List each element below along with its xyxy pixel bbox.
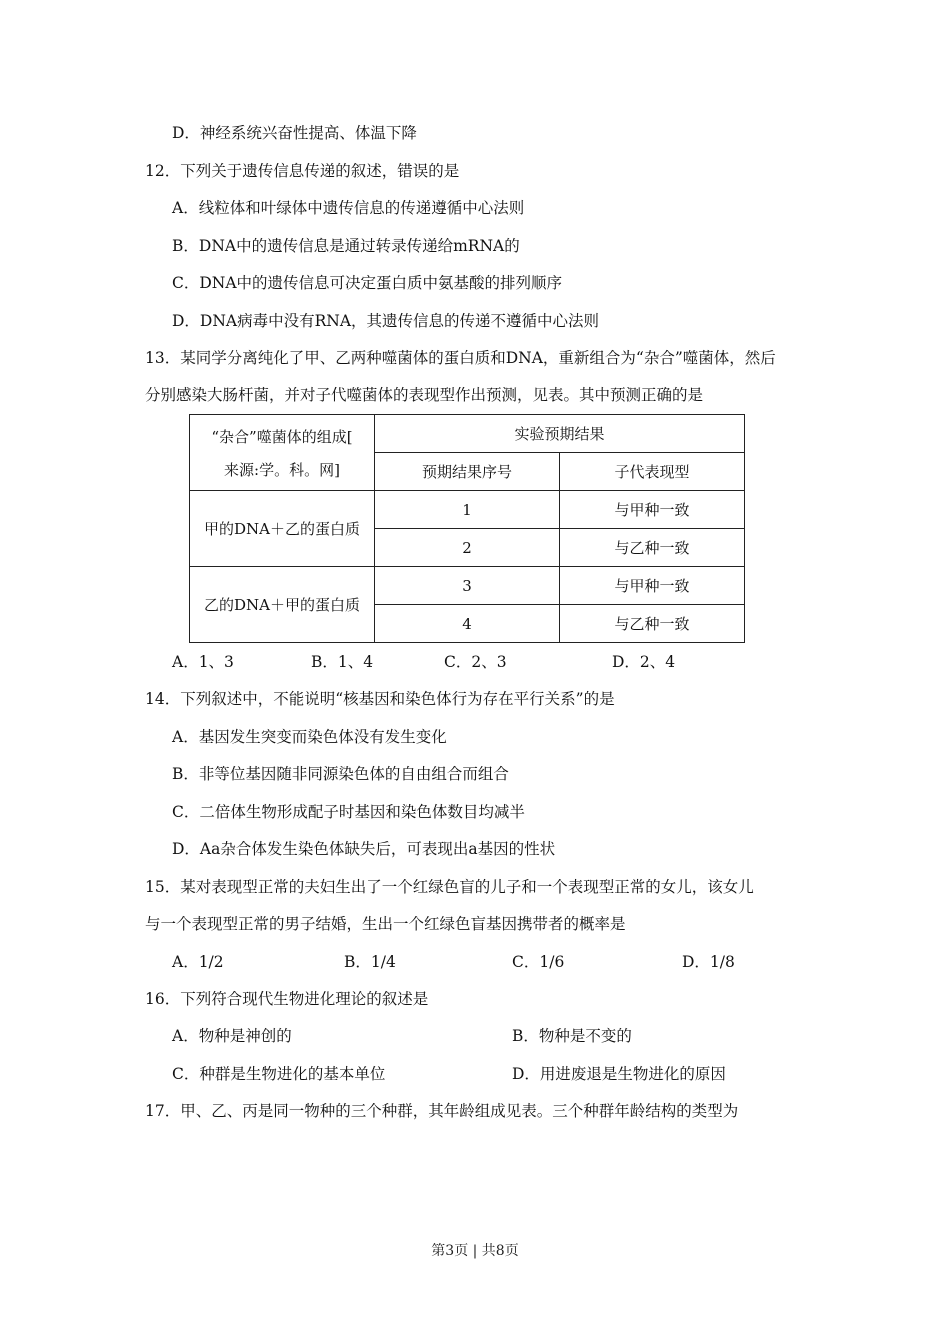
phage-prediction-table — [189, 414, 745, 643]
q16-stem: 16．下列符合现代生物进化理论的叙述是 — [145, 990, 429, 1008]
phenotype-header: 子代表现型 — [560, 453, 745, 491]
result-number-header: 预期结果序号 — [375, 453, 560, 491]
q12-option-a: A．线粒体和叶绿体中遗传信息的传递遵循中心法则 — [172, 199, 525, 217]
q13-stem-line1: 13．某同学分离纯化了甲、乙两种噬菌体的蛋白质和DNA，重新组合为“杂合”噬菌体，然后 — [145, 349, 776, 367]
q11-option-d: D．神经系统兴奋性提高、体温下降 — [172, 124, 417, 142]
q12-option-c: C．DNA中的遗传信息可决定蛋白质中氨基酸的排列顺序 — [172, 274, 563, 292]
q15-option-d: D．1/8 — [682, 953, 735, 971]
q13-option-a: A．1、3 — [172, 653, 234, 671]
q16-option-a: A．物种是神创的 — [172, 1027, 292, 1045]
q14-option-c: C．二倍体生物形成配子时基因和染色体数目均减半 — [172, 803, 525, 821]
page-footer: 第3页 | 共8页 — [431, 1243, 519, 1259]
q12-option-b: B．DNA中的遗传信息是通过转录传递给mRNA的 — [172, 237, 520, 255]
expected-results-header: 实验预期结果 — [375, 415, 745, 453]
phenotype-cell: 与乙种一致 — [560, 529, 745, 567]
q13-stem-line2: 分别感染大肠杆菌，并对子代噬菌体的表现型作出预测，见表。其中预测正确的是 — [145, 386, 704, 404]
q16-option-b: B．物种是不变的 — [512, 1027, 632, 1045]
q17-stem: 17．甲、乙、丙是同一物种的三个种群，其年龄组成见表。三个种群年龄结构的类型为 — [145, 1102, 739, 1120]
q12-option-d: D．DNA病毒中没有RNA，其遗传信息的传递不遵循中心法则 — [172, 312, 600, 330]
result-number-cell: 3 — [375, 567, 560, 605]
result-number-cell: 4 — [375, 605, 560, 643]
result-number-cell: 1 — [375, 491, 560, 529]
composition-cell: 乙的DNA＋甲的蛋白质 — [190, 567, 375, 643]
q14-option-b: B．非等位基因随非同源染色体的自由组合而组合 — [172, 765, 509, 783]
q14-stem: 14．下列叙述中，不能说明“核基因和染色体行为存在平行关系”的是 — [145, 690, 615, 708]
composition-header-line2: 来源:学。科。网] — [224, 460, 340, 479]
q15-stem-line2: 与一个表现型正常的男子结婚，生出一个红绿色盲基因携带者的概率是 — [145, 915, 626, 933]
composition-cell: 甲的DNA＋乙的蛋白质 — [190, 491, 375, 567]
q15-option-c: C．1/6 — [512, 953, 565, 971]
phenotype-cell: 与甲种一致 — [560, 567, 745, 605]
q15-stem-line1: 15．某对表现型正常的夫妇生出了一个红绿色盲的儿子和一个表现型正常的女儿，该女儿 — [145, 878, 754, 896]
q16-option-d: D．用进废退是生物进化的原因 — [512, 1065, 726, 1083]
q14-option-a: A．基因发生突变而染色体没有发生变化 — [172, 728, 447, 746]
q16-option-c: C．种群是生物进化的基本单位 — [172, 1065, 386, 1083]
q13-option-b: B．1、4 — [311, 653, 374, 671]
q12-stem: 12．下列关于遗传信息传递的叙述，错误的是 — [145, 162, 460, 180]
q13-option-c: C．2、3 — [444, 653, 507, 671]
result-number-cell: 2 — [375, 529, 560, 567]
composition-header-line1: “杂合”噬菌体的组成[ — [211, 427, 353, 446]
q13-option-d: D．2、4 — [612, 653, 676, 671]
q15-option-b: B．1/4 — [344, 953, 396, 971]
q14-option-d: D．Aa杂合体发生染色体缺失后，可表现出a基因的性状 — [172, 840, 556, 858]
q15-option-a: A．1/2 — [172, 953, 224, 971]
composition-header — [190, 415, 375, 491]
phenotype-cell: 与乙种一致 — [560, 605, 745, 643]
phenotype-cell: 与甲种一致 — [560, 491, 745, 529]
